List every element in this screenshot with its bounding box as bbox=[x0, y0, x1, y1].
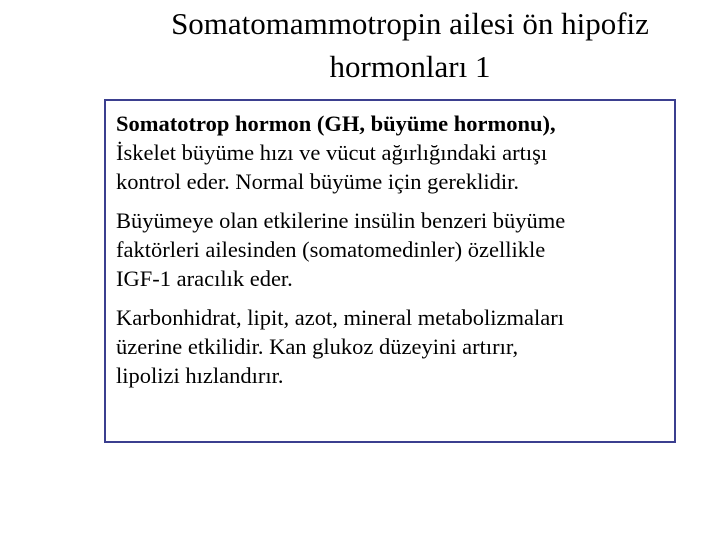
paragraph-metabolism bbox=[116, 303, 664, 390]
paragraph-line: üzerine etkilidir. Kan glukoz düzeyini artırır, bbox=[116, 334, 519, 359]
paragraph-lead: Somatotrop hormon (GH, büyüme hormonu), bbox=[116, 111, 556, 136]
paragraph-line: İskelet büyüme hızı ve vücut ağırlığındaki artışı bbox=[116, 140, 548, 165]
title-line-2: hormonları 1 bbox=[329, 49, 491, 84]
paragraph-line: kontrol eder. Normal büyüme için gereklidir. bbox=[116, 169, 520, 194]
paragraph-line: faktörleri ailesinden (somatomedinler) özellikle bbox=[116, 237, 546, 262]
paragraph-somatotrop bbox=[116, 109, 664, 196]
paragraph-line: Karbonhidrat, lipit, azot, mineral metabolizmaları bbox=[116, 305, 564, 330]
paragraph-line: IGF-1 aracılık eder. bbox=[116, 266, 293, 291]
slide-title bbox=[100, 2, 720, 88]
content-box bbox=[104, 99, 676, 443]
paragraph-line: Büyümeye olan etkilerine insülin benzeri büyüme bbox=[116, 208, 566, 233]
title-line-1: Somatomammotropin ailesi ön hipofiz bbox=[171, 6, 649, 41]
paragraph-line: lipolizi hızlandırır. bbox=[116, 363, 284, 388]
paragraph-igf bbox=[116, 206, 664, 293]
